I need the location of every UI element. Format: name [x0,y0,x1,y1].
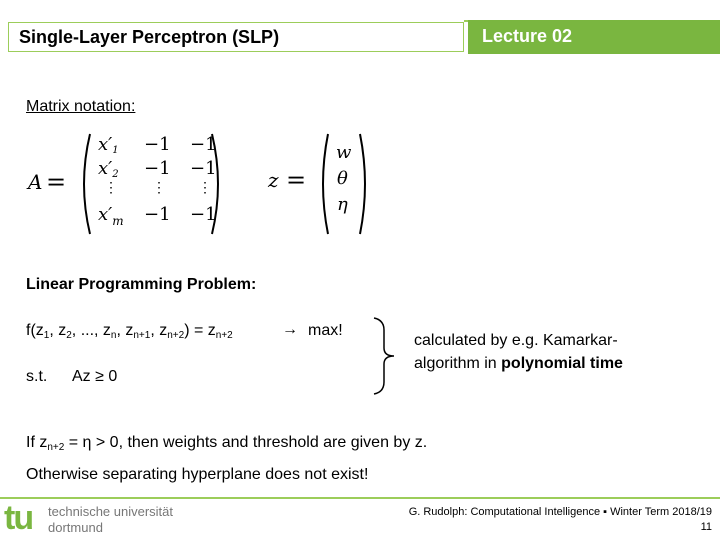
lp-constraint: Az ≥ 0 [72,368,118,385]
footer-credit: G. Rudolph: Computational Intelligence ▪ Winter Term 2018/19 [408,506,712,518]
vector-z-name: z [268,168,279,192]
conclusion-line-1: If $z_{n+2} = \eta > 0$, then weights and threshold are given by z. [26,434,428,453]
matrix-r1-c1: $x'_1$ [98,134,119,156]
vector-z-w: w [336,142,352,163]
matrix-a-equals: = [46,168,67,196]
matrix-r2-c2: −1 [144,158,171,179]
matrix-r2-c3: −1 [190,158,217,179]
matrix-r4-c1: $x'_m$ [98,204,124,228]
header-lecture-box [468,20,720,54]
logo-city-line: dortmund [48,520,103,535]
footer-divider [0,497,720,499]
right-brace-icon [370,316,400,396]
lp-arrow-icon: → [282,321,298,338]
matrix-r4-c2: −1 [144,204,171,225]
logo-university-line: technische universität [48,504,174,519]
matrix-r1-c2: −1 [144,134,171,155]
header-lecture: Lecture 02 [482,26,573,46]
lp-title: Linear Programming Problem: [26,276,257,293]
lp-side-note-2: algorithm in polynomial time [414,355,623,372]
matrix-r3-c2: ⋮ [152,180,166,196]
header-title-box [8,22,464,52]
matrix-r3-c3: ⋮ [198,180,212,196]
lp-objective: $f(z_1$, $z_2$, ..., $z_n$, $z_{n+1}$, $z_{n+2}) = z_{n+2}$ [26,322,233,341]
matrix-notation-label: Matrix notation: [26,98,136,115]
vector-z-theta: θ [337,168,348,189]
page-number: 11 [700,521,712,533]
vector-z-eta: η [337,194,348,215]
tu-logo: tu [4,499,33,537]
matrix-r3-c1: ⋮ [104,180,118,196]
lp-max: max! [308,322,343,339]
matrix-r2-c1: $x'_2$ [98,158,119,180]
conclusion-line-2: Otherwise separating hyperplane does not exist! [26,466,369,483]
matrix-r4-c3: −1 [190,204,217,225]
vector-z-equals: = [286,166,307,194]
header-title: Single-Layer Perceptron (SLP) [19,27,280,47]
matrix-a-name: A [28,170,43,194]
lp-side-note-1: calculated by e.g. Kamarkar- [414,332,618,349]
matrix-r1-c3: −1 [190,134,217,155]
lp-st-label: s.t. [26,368,48,385]
